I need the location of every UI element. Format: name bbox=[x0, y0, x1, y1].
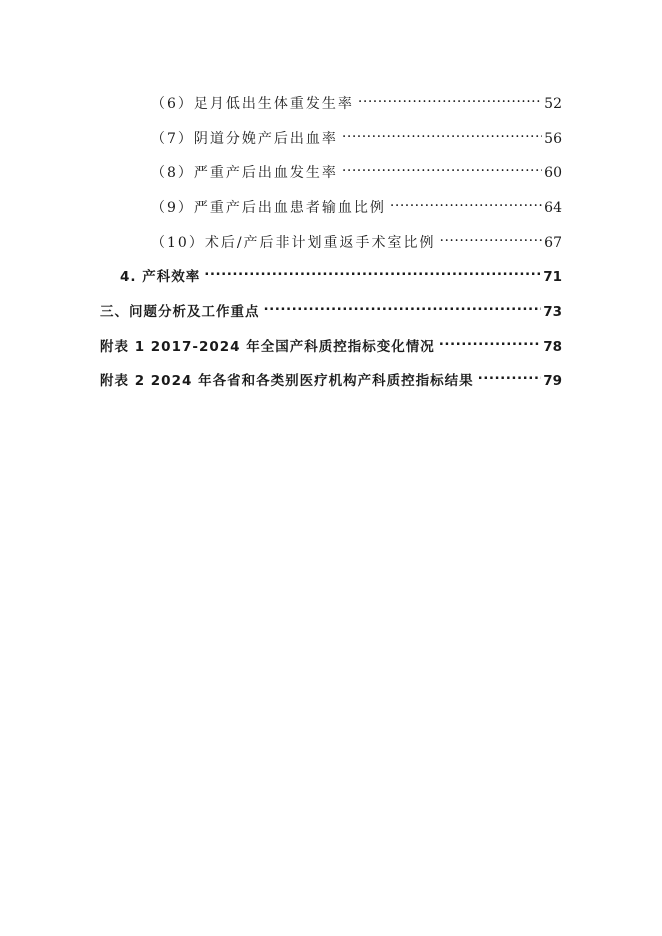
toc-entry[interactable] bbox=[151, 225, 562, 251]
dot-leader bbox=[342, 155, 542, 177]
toc-page-number: 73 bbox=[543, 304, 562, 320]
toc-entry[interactable] bbox=[151, 121, 562, 147]
dot-leader bbox=[478, 363, 542, 385]
toc-page-number: 56 bbox=[544, 131, 562, 147]
toc-entry-label: 4. 产科效率 bbox=[120, 269, 201, 285]
dot-leader bbox=[439, 329, 541, 351]
toc-entry-label: （8）严重产后出血发生率 bbox=[151, 165, 338, 181]
toc-page-number: 64 bbox=[544, 200, 562, 216]
toc-entry-label: 附表 2 2024 年各省和各类别医疗机构产科质控指标结果 bbox=[100, 373, 474, 389]
toc-entry[interactable] bbox=[151, 155, 562, 181]
toc-page-number: 60 bbox=[544, 165, 562, 181]
toc-entry[interactable] bbox=[100, 329, 562, 355]
dot-leader bbox=[440, 225, 543, 247]
toc-page-number: 52 bbox=[544, 96, 562, 112]
toc-entry[interactable] bbox=[120, 259, 562, 285]
toc-entry-label: （6）足月低出生体重发生率 bbox=[151, 96, 354, 112]
dot-leader bbox=[204, 259, 541, 281]
toc-entry-label: 三、问题分析及工作重点 bbox=[100, 304, 260, 320]
toc-entry-label: （9）严重产后出血患者输血比例 bbox=[151, 200, 386, 216]
dot-leader bbox=[342, 121, 542, 143]
toc-entry-label: 附表 1 2017-2024 年全国产科质控指标变化情况 bbox=[100, 339, 435, 355]
toc-page-number: 67 bbox=[544, 235, 562, 251]
dot-leader bbox=[358, 86, 542, 108]
toc-entry[interactable] bbox=[100, 294, 562, 320]
dot-leader bbox=[264, 294, 542, 316]
toc-entry[interactable] bbox=[151, 86, 562, 112]
dot-leader bbox=[390, 190, 542, 212]
toc-page-number: 71 bbox=[543, 269, 562, 285]
toc-entry-label: （7）阴道分娩产后出血率 bbox=[151, 131, 338, 147]
toc-entry[interactable] bbox=[100, 363, 562, 389]
toc-page-number: 79 bbox=[543, 373, 562, 389]
toc-entry-label: （10）术后/产后非计划重返手术室比例 bbox=[151, 235, 436, 251]
toc-entry[interactable] bbox=[151, 190, 562, 216]
toc-page-number: 78 bbox=[543, 339, 562, 355]
